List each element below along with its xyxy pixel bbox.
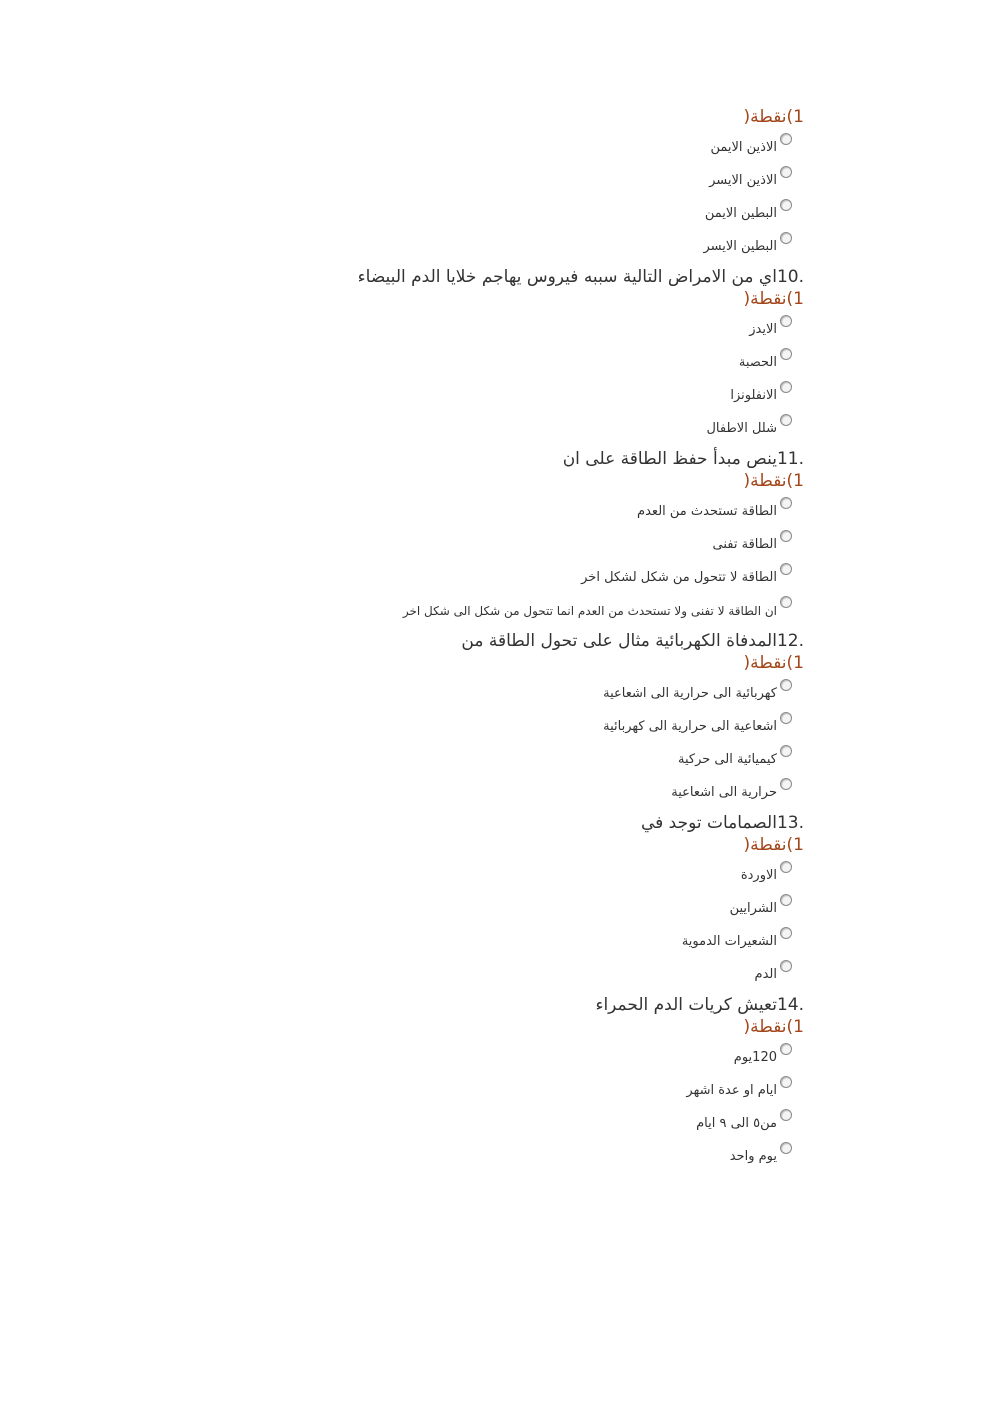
answer-option[interactable]	[284, 1040, 804, 1073]
option-label: يوم واحد	[729, 1149, 777, 1164]
quiz-container	[284, 106, 804, 1172]
option-label: من٥ الى ٩ ايام	[696, 1116, 777, 1131]
option-label: الشعيرات الدموية	[681, 934, 777, 949]
answer-option[interactable]	[284, 709, 804, 742]
question-title: .14تعيش كريات الدم الحمراء	[595, 995, 804, 1015]
option-label: الطاقة تفنى	[712, 537, 777, 552]
radio-button[interactable]	[780, 563, 792, 575]
option-label: الانفلونزا	[730, 388, 777, 403]
option-label: الحصبة	[738, 355, 777, 370]
answer-option[interactable]	[284, 378, 804, 411]
question-block	[284, 266, 804, 444]
option-label: البطين الايسر	[703, 239, 777, 254]
answer-option[interactable]	[284, 742, 804, 775]
radio-button[interactable]	[780, 530, 792, 542]
question-block	[284, 994, 804, 1172]
answer-option[interactable]	[284, 229, 804, 262]
answer-option[interactable]	[284, 560, 804, 593]
answer-option[interactable]	[284, 1073, 804, 1106]
answer-option[interactable]	[284, 775, 804, 808]
answer-option[interactable]	[284, 163, 804, 196]
radio-button[interactable]	[780, 315, 792, 327]
option-label: الاذين الايمن	[710, 140, 777, 155]
question-points: 1)نقطة(	[743, 107, 804, 127]
answer-option[interactable]	[284, 858, 804, 891]
question-block	[284, 812, 804, 990]
radio-button[interactable]	[780, 1142, 792, 1154]
question-title: .13الصمامات توجد في	[640, 813, 804, 833]
question-title: .12المدفاة الكهربائية مثال على تحول الطاقة من	[461, 631, 804, 651]
question-block	[284, 630, 804, 808]
option-label: الدم	[754, 967, 777, 982]
radio-button[interactable]	[780, 1109, 792, 1121]
radio-button[interactable]	[780, 166, 792, 178]
answer-option[interactable]	[284, 891, 804, 924]
option-label: حرارية الى اشعاعية	[671, 785, 777, 800]
answer-option[interactable]	[284, 411, 804, 444]
option-label: اشعاعية الى حرارية الى كهربائية	[603, 719, 777, 734]
radio-button[interactable]	[780, 679, 792, 691]
question-title: .10اي من الامراض التالية سببه فيروس يهاجم خلايا الدم البيضاء	[357, 267, 804, 287]
radio-button[interactable]	[780, 497, 792, 509]
radio-button[interactable]	[780, 381, 792, 393]
option-label: شلل الاطفال	[706, 421, 777, 436]
answer-option[interactable]	[284, 1106, 804, 1139]
answer-option[interactable]	[284, 676, 804, 709]
option-label: ان الطاقة لا تفنى ولا تستحدث من العدم انما تتحول من شكل الى شكل اخر	[402, 604, 777, 618]
question-points: 1)نقطة(	[743, 471, 804, 491]
question-points: 1)نقطة(	[743, 1017, 804, 1037]
radio-button[interactable]	[780, 199, 792, 211]
question-block	[284, 448, 804, 626]
answer-option[interactable]	[284, 593, 804, 626]
radio-button[interactable]	[780, 596, 792, 608]
answer-option[interactable]	[284, 924, 804, 957]
radio-button[interactable]	[780, 745, 792, 757]
option-label: كيميائية الى حركية	[678, 752, 777, 767]
radio-button[interactable]	[780, 232, 792, 244]
option-label: كهربائية الى حرارية الى اشعاعية	[603, 686, 777, 701]
answer-option[interactable]	[284, 527, 804, 560]
option-label: الاوردة	[740, 868, 777, 883]
answer-option[interactable]	[284, 130, 804, 163]
option-label: البطين الايمن	[704, 206, 777, 221]
answer-option[interactable]	[284, 196, 804, 229]
question-points: 1)نقطة(	[743, 653, 804, 673]
radio-button[interactable]	[780, 1043, 792, 1055]
answer-option[interactable]	[284, 1139, 804, 1172]
radio-button[interactable]	[780, 927, 792, 939]
question-block	[284, 106, 804, 262]
answer-option[interactable]	[284, 345, 804, 378]
radio-button[interactable]	[780, 1076, 792, 1088]
radio-button[interactable]	[780, 712, 792, 724]
radio-button[interactable]	[780, 894, 792, 906]
answer-option[interactable]	[284, 957, 804, 990]
option-label: الطاقة تستحدث من العدم	[637, 504, 777, 519]
option-label: الطاقة لا تتحول من شكل لشكل اخر	[581, 570, 777, 585]
radio-button[interactable]	[780, 348, 792, 360]
question-title: .11ينص مبدأ حفظ الطاقة على ان	[562, 449, 804, 469]
radio-button[interactable]	[780, 861, 792, 873]
option-label: ايام او عدة اشهر	[686, 1083, 777, 1098]
option-label: الايدز	[749, 322, 777, 337]
radio-button[interactable]	[780, 960, 792, 972]
radio-button[interactable]	[780, 414, 792, 426]
answer-option[interactable]	[284, 494, 804, 527]
question-points: 1)نقطة(	[743, 289, 804, 309]
radio-button[interactable]	[780, 778, 792, 790]
question-points: 1)نقطة(	[743, 835, 804, 855]
option-label: الاذين الايسر	[709, 173, 777, 188]
radio-button[interactable]	[780, 133, 792, 145]
option-label: 120يوم	[733, 1050, 777, 1065]
option-label: الشرايين	[729, 901, 777, 916]
answer-option[interactable]	[284, 312, 804, 345]
